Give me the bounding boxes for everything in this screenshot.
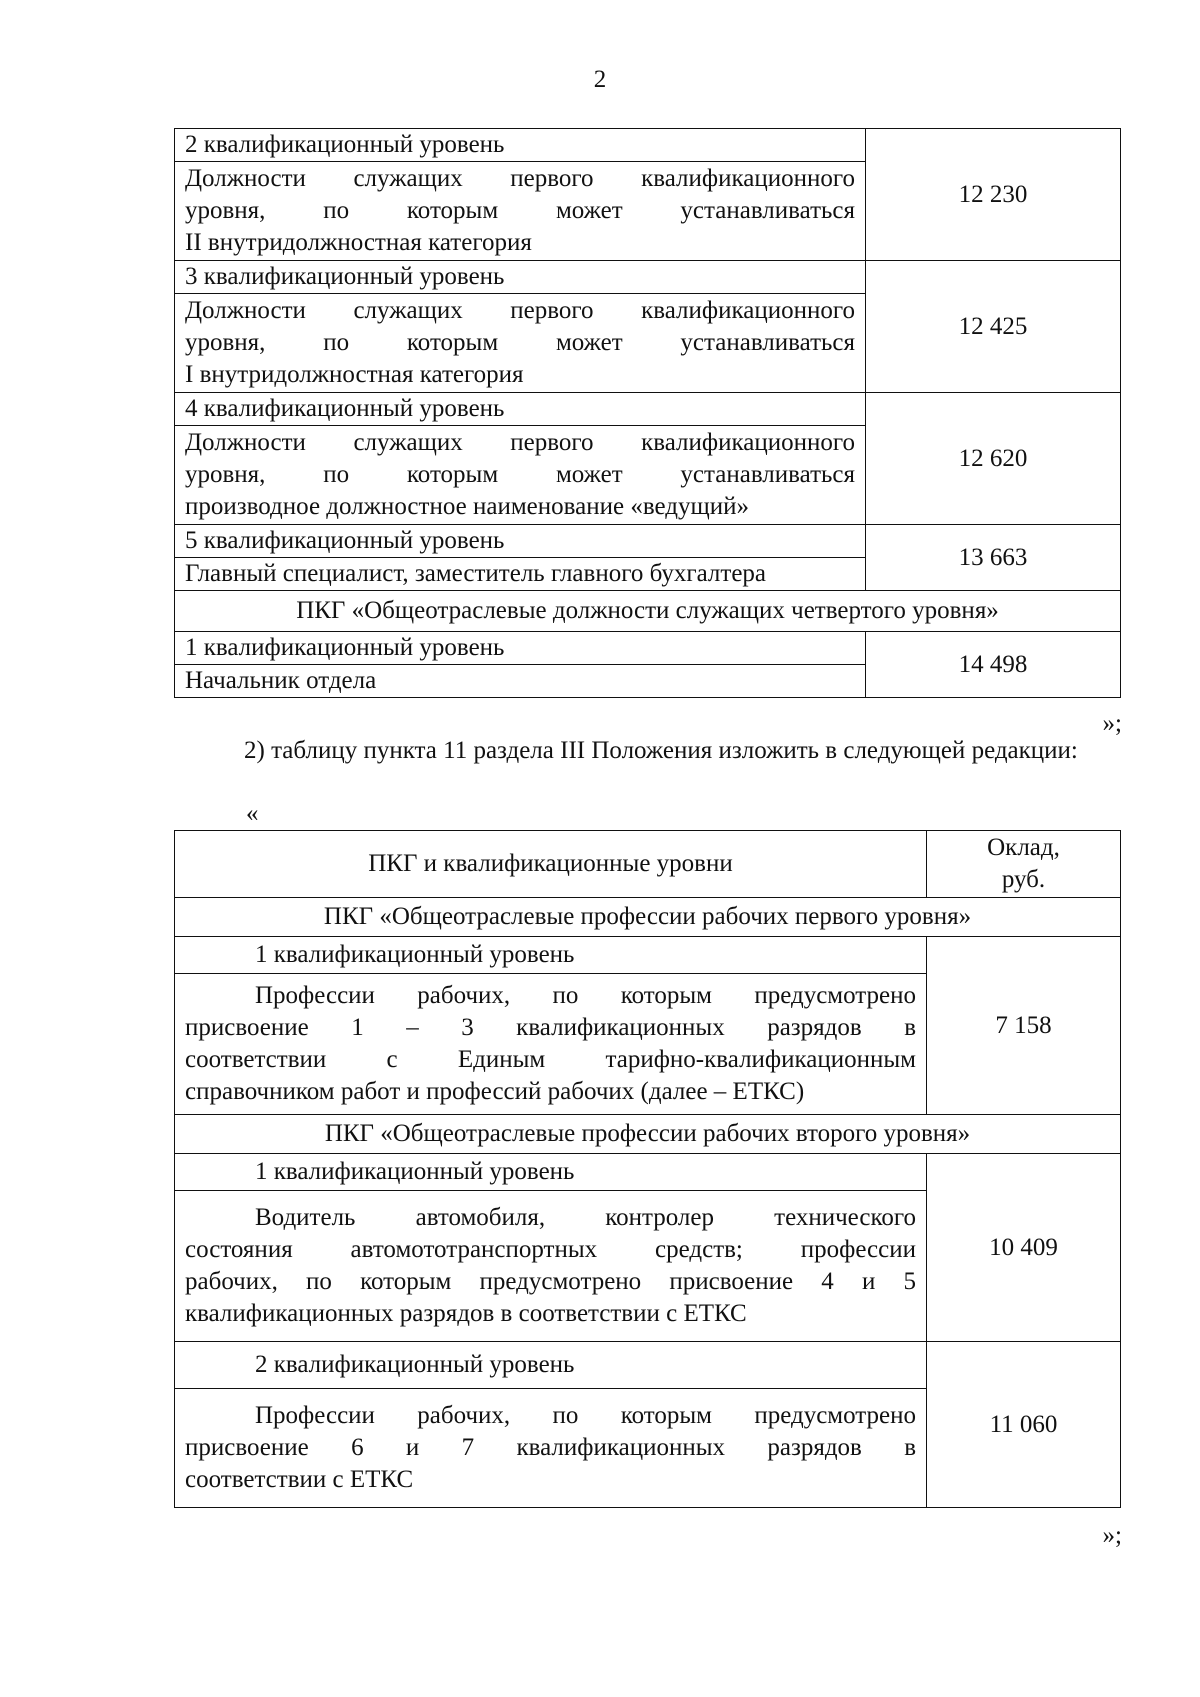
table-row <box>175 591 1121 632</box>
table-row <box>175 393 1121 426</box>
closing-quote: »; <box>1102 710 1122 737</box>
table-row <box>175 1342 1121 1389</box>
description-line: уровня, по которым может устанавливаться <box>185 329 855 356</box>
closing-quote: »; <box>1102 1522 1122 1549</box>
level-cell: 2 квалификационный уровень <box>175 1342 927 1389</box>
level-cell: 3 квалификационный уровень <box>175 261 866 294</box>
description-line: производное должностное наименование «ведущий» <box>185 493 749 520</box>
description-line: присвоение 1 – 3 квалификационных разрядов в <box>185 1014 916 1041</box>
description-cell <box>175 1389 927 1508</box>
description-line: Профессии рабочих, по которым предусмотрено <box>255 982 916 1009</box>
table-row <box>175 898 1121 937</box>
description-cell: Главный специалист, заместитель главного бухгалтера <box>175 558 866 591</box>
header-salary-line: руб. <box>1001 866 1046 893</box>
table-row <box>175 937 1121 974</box>
salary-cell: 12 620 <box>866 393 1121 525</box>
description-line: Должности служащих первого квалификационного <box>185 297 855 324</box>
level-cell: 5 квалификационный уровень <box>175 525 866 558</box>
table-row <box>175 261 1121 294</box>
header-cell-levels: ПКГ и квалификационные уровни <box>175 831 927 898</box>
table-row <box>175 129 1121 162</box>
description-cell <box>175 294 866 393</box>
description-line: квалификационных разрядов в соответствии с ЕТКС <box>185 1300 747 1327</box>
description-line: Водитель автомобиля, контролер технического <box>255 1204 916 1231</box>
description-line: Профессии рабочих, по которым предусмотрено <box>255 1402 916 1429</box>
group-header-cell: ПКГ «Общеотраслевые должности служащих четвертого уровня» <box>175 591 1121 632</box>
level-cell: 1 квалификационный уровень <box>175 632 866 665</box>
page-number: 2 <box>593 66 607 93</box>
amendment-paragraph: 2) таблицу пункта 11 раздела III Положения изложить в следующей редакции: <box>244 737 1078 764</box>
description-line: I внутридолжностная категория <box>185 361 524 388</box>
workers-salary-table <box>174 830 1121 1508</box>
salary-cell: 12 230 <box>866 129 1121 261</box>
description-line: уровня, по которым может устанавливаться <box>185 197 855 224</box>
salary-cell: 14 498 <box>866 632 1121 698</box>
description-cell <box>175 1191 927 1342</box>
opening-quote: « <box>246 800 259 827</box>
description-line: соответствии с Единым тарифно-квалификационным <box>185 1046 916 1073</box>
salary-cell: 7 158 <box>927 937 1121 1115</box>
description-line: уровня, по которым может устанавливаться <box>185 461 855 488</box>
salary-cell: 11 060 <box>927 1342 1121 1508</box>
description-cell <box>175 974 927 1115</box>
table-header-row <box>175 831 1121 898</box>
description-line: состояния автомототранспортных средств; профессии <box>185 1236 916 1263</box>
description-line: Должности служащих первого квалификационного <box>185 429 855 456</box>
description-line: справочником работ и профессий рабочих (далее – ЕТКС) <box>185 1078 805 1105</box>
group-header-cell: ПКГ «Общеотраслевые профессии рабочих первого уровня» <box>175 898 1121 937</box>
salary-cell: 10 409 <box>927 1154 1121 1342</box>
description-cell <box>175 426 866 525</box>
salary-table-continuation <box>174 128 1121 698</box>
table-row <box>175 1115 1121 1154</box>
table-row <box>175 525 1121 558</box>
description-cell: Начальник отдела <box>175 665 866 698</box>
description-line: соответствии с ЕТКС <box>185 1466 414 1493</box>
description-line: II внутридолжностная категория <box>185 229 532 256</box>
group-header-cell: ПКГ «Общеотраслевые профессии рабочих второго уровня» <box>175 1115 1121 1154</box>
header-salary-line: Оклад, <box>987 834 1060 861</box>
description-cell <box>175 162 866 261</box>
description-line: рабочих, по которым предусмотрено присвоение 4 и 5 <box>185 1268 916 1295</box>
table-row <box>175 632 1121 665</box>
description-line: Должности служащих первого квалификационного <box>185 165 855 192</box>
level-cell: 4 квалификационный уровень <box>175 393 866 426</box>
level-cell: 2 квалификационный уровень <box>175 129 866 162</box>
level-cell: 1 квалификационный уровень <box>175 937 927 974</box>
header-cell-salary <box>927 831 1121 898</box>
salary-cell: 12 425 <box>866 261 1121 393</box>
level-cell: 1 квалификационный уровень <box>175 1154 927 1191</box>
salary-cell: 13 663 <box>866 525 1121 591</box>
description-line: присвоение 6 и 7 квалификационных разрядов в <box>185 1434 916 1461</box>
table-row <box>175 1154 1121 1191</box>
